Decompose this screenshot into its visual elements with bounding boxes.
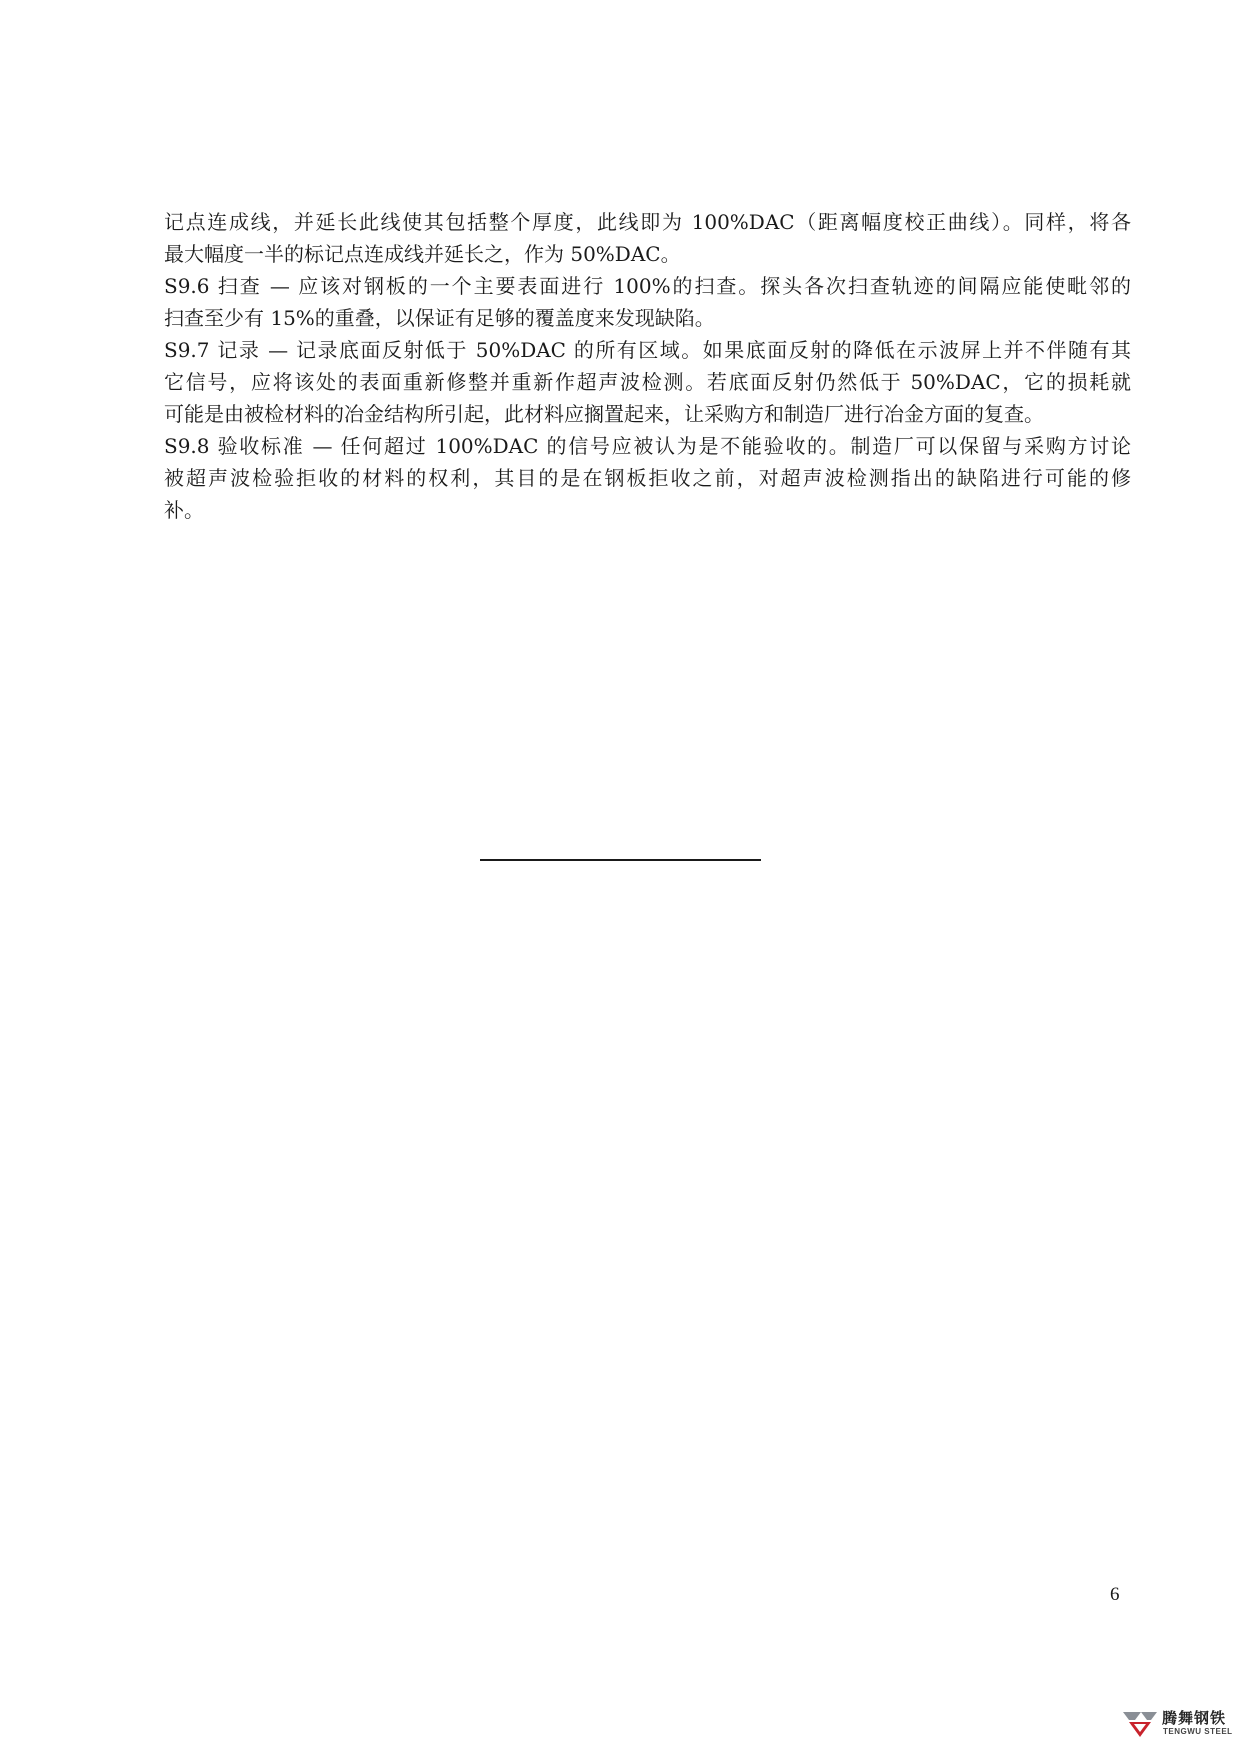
text-line: 补。	[164, 498, 204, 522]
text-line: 最大幅度一半的标记点连成线并延长之，作为 50%DAC。	[164, 242, 681, 266]
text-line: 它信号，应将该处的表面重新修整并重新作超声波检测。若底面反射仍然低于 50%DAC，它的损耗就	[164, 370, 1131, 394]
text-line: S9.7 记录 — 记录底面反射低于 50%DAC 的所有区域。如果底面反射的降低在示波屏上并不伴随有其	[164, 338, 1131, 362]
logo-mark-icon	[1121, 1706, 1159, 1740]
body-text	[164, 206, 1131, 526]
text-line: S9.6 扫查 — 应该对钢板的一个主要表面进行 100%的扫查。探头各次扫查轨迹的间隔应能使毗邻的	[164, 274, 1131, 298]
text-line: S9.8 验收标准 — 任何超过 100%DAC 的信号应被认为是不能验收的。制造厂可以保留与采购方讨论	[164, 434, 1131, 458]
text-line: 记点连成线，并延长此线使其包括整个厚度，此线即为 100%DAC（距离幅度校正曲线）。同样，将各	[164, 210, 1131, 234]
text-line: 扫查至少有 15%的重叠，以保证有足够的覆盖度来发现缺陷。	[164, 306, 715, 330]
company-logo	[1121, 1704, 1233, 1744]
end-rule	[480, 859, 761, 861]
text-line: 被超声波检验拒收的材料的权利，其目的是在钢板拒收之前，对超声波检测指出的缺陷进行可能的修	[164, 466, 1131, 490]
page-number: 6	[1110, 1584, 1120, 1605]
logo-name-en: TENGWU STEEL	[1163, 1727, 1233, 1736]
text-line: 可能是由被检材料的冶金结构所引起，此材料应搁置起来，让采购方和制造厂进行冶金方面的复查。	[164, 402, 1044, 426]
logo-name-cn: 腾舞钢铁	[1162, 1709, 1227, 1727]
